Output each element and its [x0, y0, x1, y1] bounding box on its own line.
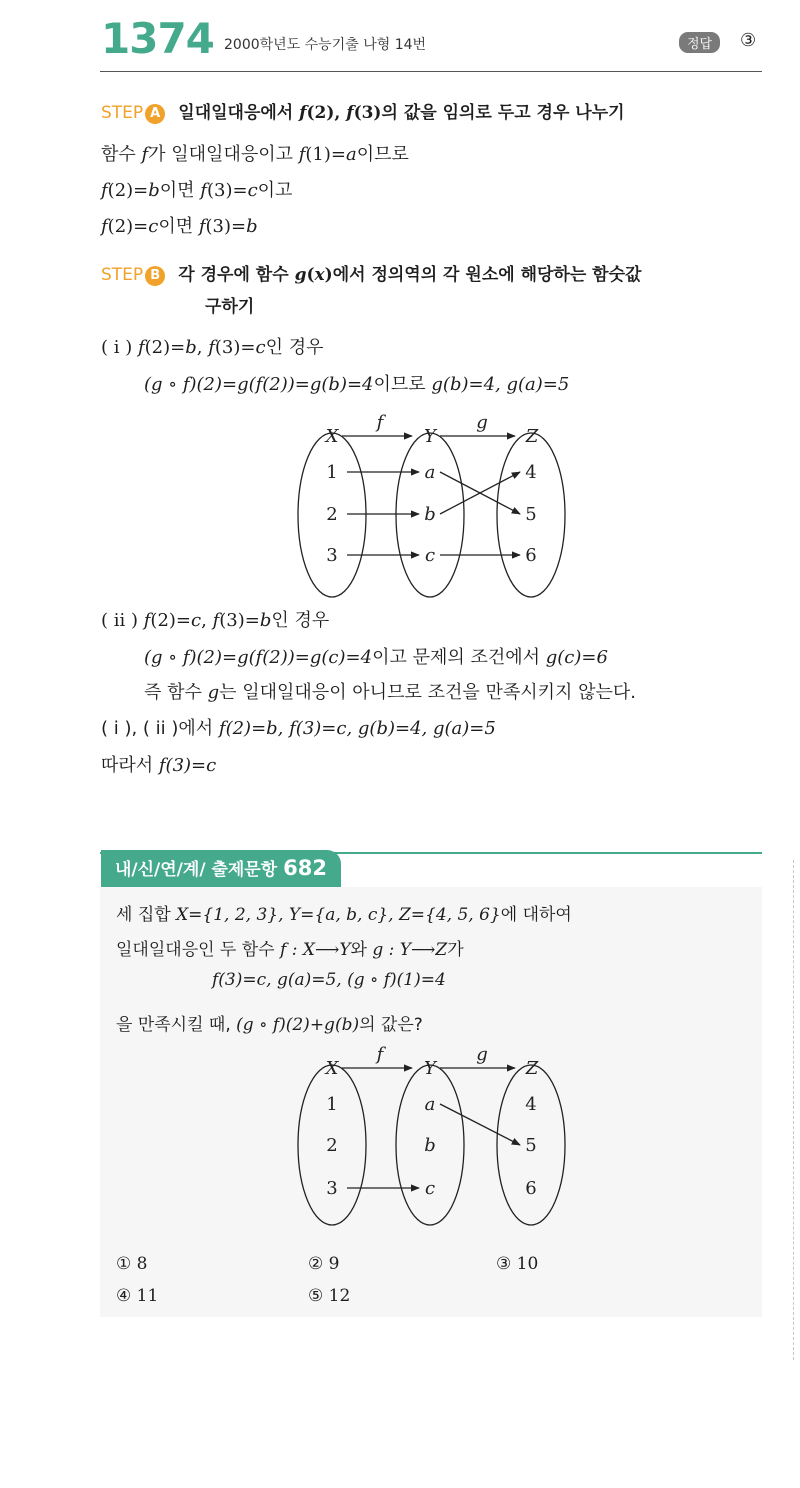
case-2-line-1 — [101, 606, 329, 632]
math: (3)= — [206, 180, 248, 201]
step-b-title — [178, 265, 641, 285]
y-elem: c — [424, 1178, 436, 1199]
text: ( i ), ( ii )에서 — [101, 718, 219, 739]
problem-number: 1374 — [101, 14, 214, 63]
problem-line-2 — [116, 935, 464, 960]
text: 따라서 — [101, 755, 159, 776]
text: 함수 — [101, 144, 142, 165]
math: b — [148, 180, 160, 201]
z-elem: 5 — [525, 1135, 537, 1156]
set-x-label: X — [325, 426, 339, 447]
g-label: g — [476, 1044, 488, 1065]
math: f — [198, 216, 206, 237]
math: c — [191, 610, 202, 631]
math: (g ∘ f)(2)=g(f(2))=g(c)=4 — [144, 647, 373, 668]
math: (2)= — [107, 180, 149, 201]
step-a-math: (2), — [306, 103, 347, 123]
step-a-letter: A — [145, 104, 165, 124]
x-elem: 2 — [326, 1135, 338, 1156]
math: (2)= — [150, 610, 192, 631]
math: f — [101, 180, 108, 201]
math: b — [259, 610, 272, 631]
math: g : Y⟶Z — [372, 940, 448, 960]
page-edge-dash — [793, 860, 794, 1360]
math: X={1, 2, 3}, Y={a, b, c}, Z={4, 5, 6} — [176, 905, 501, 925]
math: c — [247, 180, 258, 201]
choice-4[interactable]: ④ 11 — [116, 1286, 159, 1306]
math: f — [137, 337, 145, 358]
step-b-letter: B — [145, 266, 165, 286]
step-a-math: f — [299, 103, 307, 123]
math: ) — [324, 265, 333, 285]
f-label: f — [376, 412, 384, 433]
math: f — [208, 337, 215, 358]
step-b-title-2: 구하기 — [205, 297, 255, 317]
header-rule — [100, 71, 762, 72]
answer-value: ③ — [740, 30, 757, 51]
text: 에서 정의역의 각 원소에 해당하는 함숫값 — [332, 265, 642, 285]
text: 이고 — [257, 180, 293, 201]
map-a-5 — [440, 1104, 520, 1145]
step-a-line-1 — [101, 140, 409, 166]
math: (2)= — [144, 337, 186, 358]
problem-line-4 — [116, 1010, 423, 1035]
math: f(2)=b, f(3)=c, g(b)=4, g(a)=5 — [218, 718, 496, 739]
banner-number: 682 — [283, 856, 327, 880]
x-elem: 2 — [326, 504, 338, 525]
x-elem: 3 — [326, 545, 338, 566]
choice-3[interactable]: ③ 10 — [496, 1254, 539, 1274]
z-elem: 5 — [525, 504, 537, 525]
math: a — [345, 144, 357, 165]
math: f — [212, 610, 220, 631]
math: (g ∘ f)(2)=g(f(2))=g(b)=4 — [144, 374, 374, 395]
math: c — [255, 337, 266, 358]
math: (3)= — [205, 216, 247, 237]
text: 는 일대일대응이 아니므로 조건을 만족시키지 않는다. — [219, 682, 637, 703]
math: f : X⟶Y — [280, 940, 351, 960]
z-elem: 6 — [525, 1178, 537, 1199]
step-a-title-text: 의 값을 임의로 두고 경우 나누기 — [381, 103, 625, 123]
choice-2[interactable]: ② 9 — [308, 1254, 340, 1274]
f-label: f — [376, 1044, 384, 1065]
y-elem: a — [424, 1094, 436, 1115]
text: 즉 함수 — [144, 682, 208, 703]
text: 와 — [350, 940, 373, 960]
x-elem: 1 — [326, 462, 338, 483]
math: f(3)=c — [158, 755, 217, 776]
case-2-line-3 — [144, 678, 636, 704]
math: g(c)=6 — [545, 647, 608, 668]
math: (g ∘ f)(2)+g(b) — [236, 1015, 360, 1035]
math: (2)= — [107, 216, 149, 237]
math: (1)= — [305, 144, 346, 165]
set-z-label: Z — [525, 1058, 539, 1079]
step-b-label: STEP — [101, 265, 144, 285]
text: 의 값은? — [359, 1015, 423, 1035]
math: (3)= — [219, 610, 260, 631]
math: ( — [306, 265, 315, 285]
math: b — [246, 216, 258, 237]
conclusion-line-1 — [101, 714, 496, 740]
math: f — [101, 216, 108, 237]
text: 가 — [447, 940, 464, 960]
case-label: ( i ) — [101, 337, 133, 358]
text: 을 만족시킬 때, — [116, 1015, 237, 1035]
math: f — [298, 144, 306, 165]
mapping-diagram-1 — [290, 408, 580, 598]
step-a-label: STEP — [101, 103, 144, 123]
case-1-line-2 — [144, 370, 569, 396]
text: 에 대하여 — [500, 905, 572, 925]
step-a-line-2 — [101, 176, 292, 202]
problem-line-3 — [212, 970, 446, 990]
text: 이면 — [159, 180, 201, 201]
text: 이고 문제의 조건에서 — [372, 647, 546, 668]
choice-1[interactable]: ① 8 — [116, 1254, 148, 1274]
text: 이면 — [158, 216, 199, 237]
banner-text: 내/신/연/계/ 출제문항 — [115, 860, 278, 880]
step-a-line-3 — [101, 212, 258, 238]
answer-badge: 정답 — [679, 32, 720, 53]
mapping-diagram-2 — [290, 1040, 580, 1230]
step-a-title-text: 일대일대응에서 — [178, 103, 300, 123]
z-elem: 4 — [525, 1094, 537, 1115]
y-elem: c — [424, 545, 436, 566]
text: 이므로 — [373, 374, 432, 395]
step-a-heading — [101, 98, 625, 124]
text: 세 집합 — [116, 905, 177, 925]
math: f — [200, 180, 207, 201]
z-elem: 6 — [525, 545, 537, 566]
math: g — [207, 682, 220, 703]
math: (3)= — [214, 337, 256, 358]
case-2-line-2 — [144, 643, 608, 669]
math: g(b)=4, g(a)=5 — [431, 374, 570, 395]
problem-source: 2000학년도 수능기출 나형 14번 — [224, 37, 427, 53]
conclusion-line-2 — [101, 751, 216, 777]
math: b — [185, 337, 197, 358]
step-b-heading — [101, 260, 641, 286]
step-a-math: f — [346, 103, 354, 123]
math: c — [148, 216, 159, 237]
z-elem: 4 — [525, 462, 537, 483]
choice-5[interactable]: ⑤ 12 — [308, 1286, 351, 1306]
x-elem: 3 — [326, 1178, 338, 1199]
set-z-label: Z — [525, 426, 539, 447]
math: x — [314, 265, 325, 285]
math: f(3)=c, g(a)=5, (g ∘ f)(1)=4 — [212, 970, 446, 990]
y-elem: b — [424, 1135, 436, 1156]
set-y-label: Y — [424, 426, 436, 447]
set-y-label: Y — [424, 1058, 436, 1079]
related-problem-banner — [101, 850, 341, 887]
step-a-math: (3) — [353, 103, 382, 123]
math: g — [294, 265, 307, 285]
y-elem: b — [424, 504, 436, 525]
text: 일대일대응인 두 함수 — [116, 940, 281, 960]
text: 가 일대일대응이고 — [148, 144, 299, 165]
y-elem: a — [424, 462, 436, 483]
set-x-label: X — [325, 1058, 339, 1079]
math: f — [141, 144, 149, 165]
text: 인 경우 — [265, 337, 324, 358]
math: , — [201, 610, 213, 631]
step-a-title — [178, 103, 624, 123]
text: 인 경우 — [271, 610, 330, 631]
math: f — [143, 610, 151, 631]
text: 각 경우에 함수 — [178, 265, 295, 285]
problem-line-1 — [116, 900, 572, 925]
math: , — [196, 337, 209, 358]
text: 이므로 — [356, 144, 409, 165]
case-1-line-1 — [101, 333, 323, 359]
case-label: ( ii ) — [101, 610, 139, 631]
x-elem: 1 — [326, 1094, 338, 1115]
g-label: g — [476, 412, 488, 433]
